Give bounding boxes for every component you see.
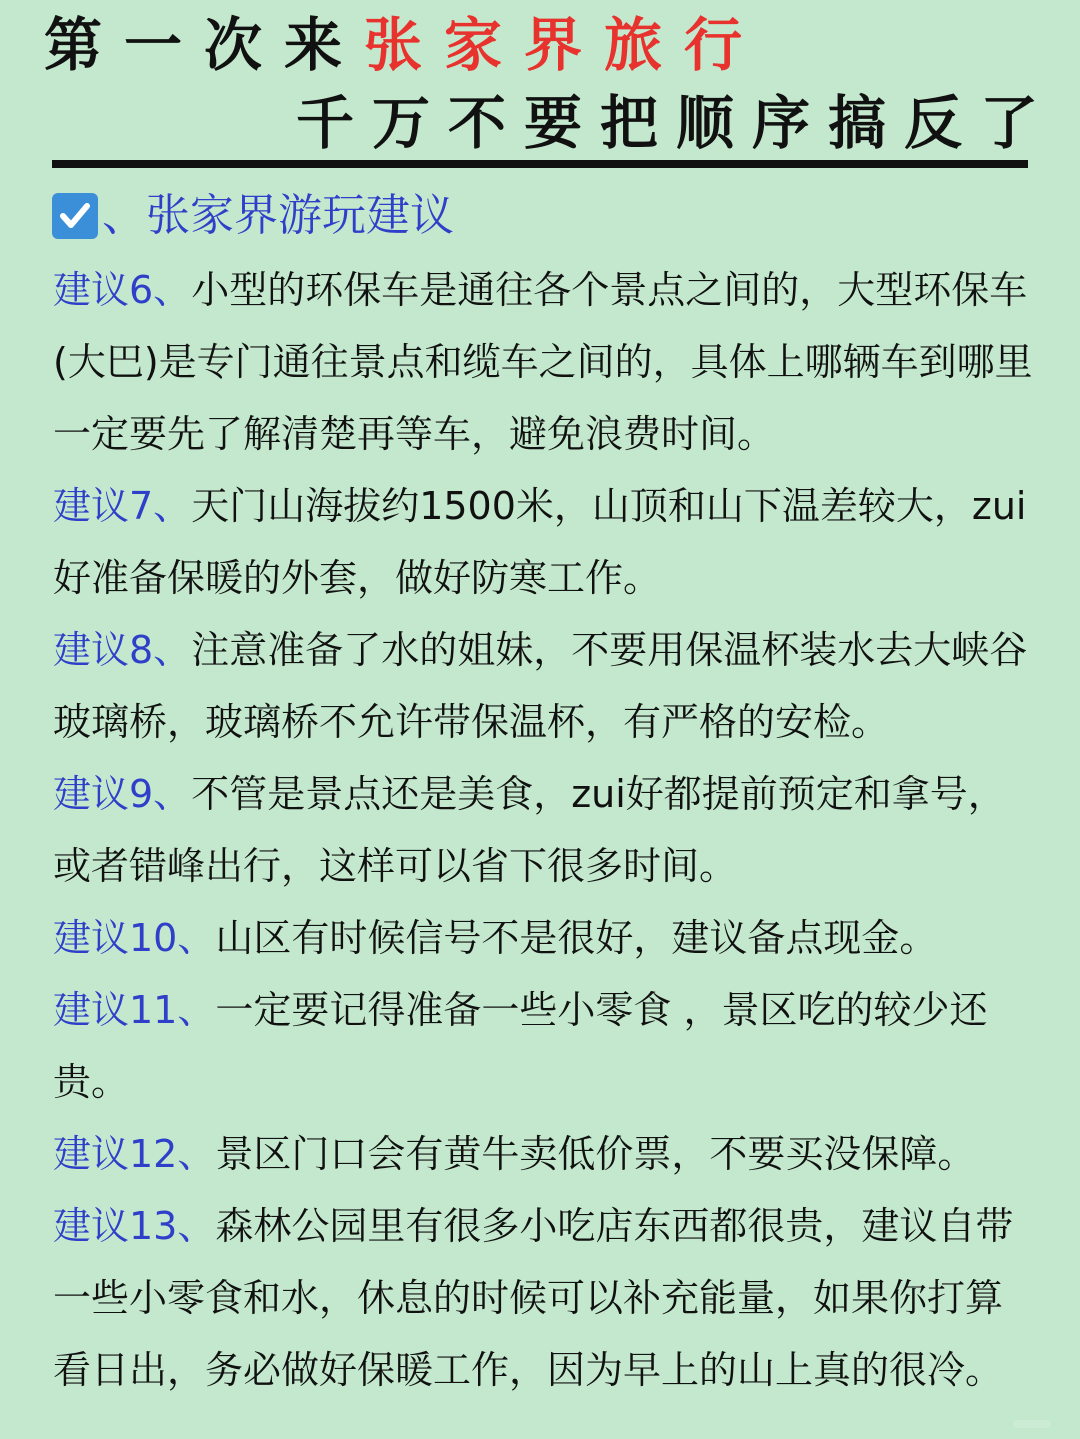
tip-text: 注意准备了水的姐妹，不要用保温杯装水去大峡谷玻璃桥，玻璃桥不允许带保温杯，有严格的安检。 (53, 628, 1028, 744)
tip-label: 建议8、 (53, 628, 192, 672)
tip-text: 山区有时候信号不是很好，建议备点现金。 (215, 916, 938, 960)
checkbox-checked-icon (52, 193, 98, 239)
tip-label: 建议9、 (53, 772, 192, 816)
checkmark-icon (56, 197, 94, 235)
title-divider (52, 160, 1028, 168)
title-line-1-black: 第一次来 (44, 11, 365, 79)
tip-item (53, 902, 1038, 974)
tip-label: 建议13、 (53, 1204, 216, 1248)
tips-list (53, 254, 1038, 1406)
tip-item (53, 254, 1038, 470)
tip-label: 建议10、 (53, 916, 216, 960)
title-line-2: 千万不要把顺序搞反了 (296, 89, 1057, 157)
tip-item (53, 1190, 1038, 1406)
tip-item (53, 614, 1038, 758)
tip-text: 小型的环保车是通往各个景点之间的，大型环保车(大巴)是专门通往景点和缆车之间的，具体上哪辆车到哪里一定要先了解清楚再等车，避免浪费时间。 (53, 268, 1033, 456)
tip-label: 建议11、 (53, 988, 216, 1032)
tip-text: 景区门口会有黄牛卖低价票，不要买没保障。 (215, 1132, 976, 1176)
title-line-1 (44, 11, 765, 79)
section-heading-text: 、张家界游玩建议 (102, 190, 454, 241)
tip-item (53, 470, 1038, 614)
tip-item (53, 974, 1038, 1118)
tip-label: 建议7、 (53, 484, 192, 528)
tip-item (53, 758, 1038, 902)
watermark-logo (1012, 1417, 1052, 1431)
section-heading (52, 188, 454, 244)
tip-text: 森林公园里有很多小吃店东西都很贵，建议自带一些小零食和水，休息的时候可以补充能量，如果你打算看日出，务必做好保暖工作，因为早上的山上真的很冷。 (53, 1204, 1014, 1392)
tip-label: 建议12、 (53, 1132, 216, 1176)
tip-text: 一定要记得准备一些小零食 ，景区吃的较少还贵。 (53, 988, 988, 1104)
title-line-1-red: 张家界旅行 (364, 11, 765, 79)
tip-text: 天门山海拔约1500米，山顶和山下温差较大，zui好准备保暖的外套，做好防寒工作。 (53, 484, 1027, 600)
tip-item (53, 1118, 1038, 1190)
tip-text: 不管是景点还是美食，zui好都提前预定和拿号，或者错峰出行，这样可以省下很多时间。 (53, 772, 1006, 888)
tip-label: 建议6、 (53, 268, 192, 312)
